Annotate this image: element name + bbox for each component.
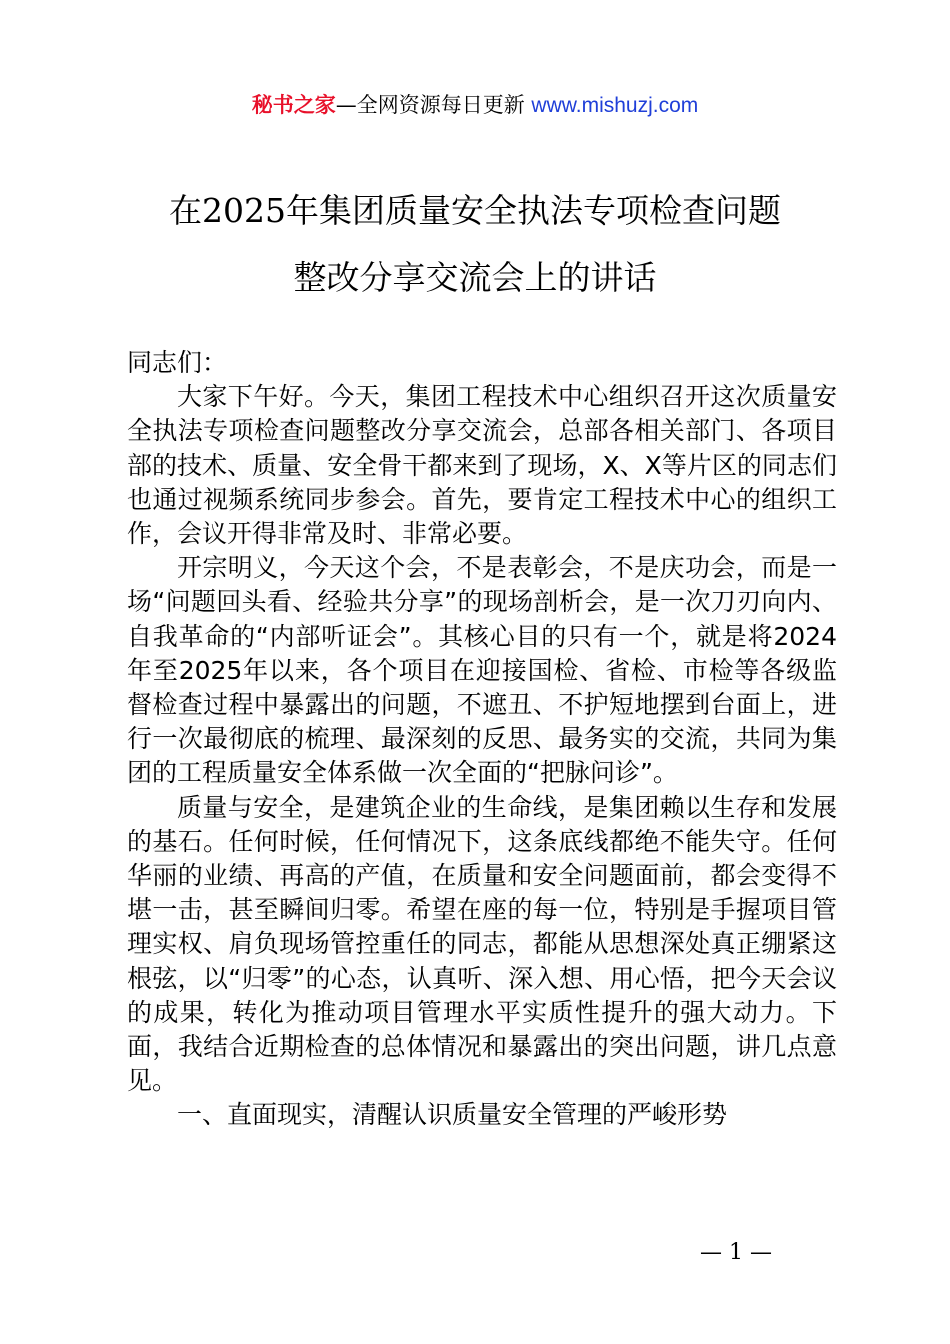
site-url-link[interactable]: www.mishuzj.com [531,94,699,117]
site-tagline: —全网资源每日更新 [335,93,525,117]
page-number: — 1 — [700,1240,772,1265]
document-title-line-2: 整改分享交流会上的讲话 [293,258,657,297]
salutation: 同志们： [127,348,228,377]
site-header [0,86,950,125]
document-title-line-1: 在2025年集团质量安全执法专项检查问题 [169,191,781,230]
paragraph: 质量与安全，是建筑企业的生命线，是集团赖以生存和发展的基石。任何时候，任何情况下，这条底线都绝不能失守。任何华丽的业绩、再高的产值，在质量和安全问题面前，都会变得不堪一击，甚至瞬间归零。希望在座的每一位，特别是手握项目管理实权、肩负现场管控重任的同志，都能从思想深处真正绷紧这根弦，以“归零”的心态，认真听、深入想、用心悟，把今天会议的成果，转化为推动项目管理水平实质性提升的强大动力。下面，我结合近期检查的总体情况和暴露出的突出问题，讲几点意见。 [127,792,837,1096]
paragraph: 开宗明义，今天这个会，不是表彰会，不是庆功会，而是一场“问题回头看、经验共分享”的现场剖析会，是一次刀刃向内、自我革命的“内部听证会”。其核心目的只有一个，就是将2024年至2025年以来，各个项目在迎接国检、省检、市检等各级监督检查过程中暴露出的问题，不遮丑、不护短地摆到台面上，进行一次最彻底的梳理、最深刻的反思、最务实的交流，共同为集团的工程质量安全体系做一次全面的“把脉问诊”。 [127,553,837,788]
paragraph: 大家下午好。今天，集团工程技术中心组织召开这次质量安全执法专项检查问题整改分享交流会，总部各相关部门、各项目部的技术、质量、安全骨干都来到了现场，X、X等片区的同志们也通过视频系统同步参会。首先，要肯定工程技术中心的组织工作，会议开得非常及时、非常必要。 [127,382,837,549]
site-brand: 秘书之家 [251,93,336,117]
section-heading: 一、直面现实，清醒认识质量安全管理的严峻形势 [177,1100,728,1130]
document-body [127,346,837,1133]
